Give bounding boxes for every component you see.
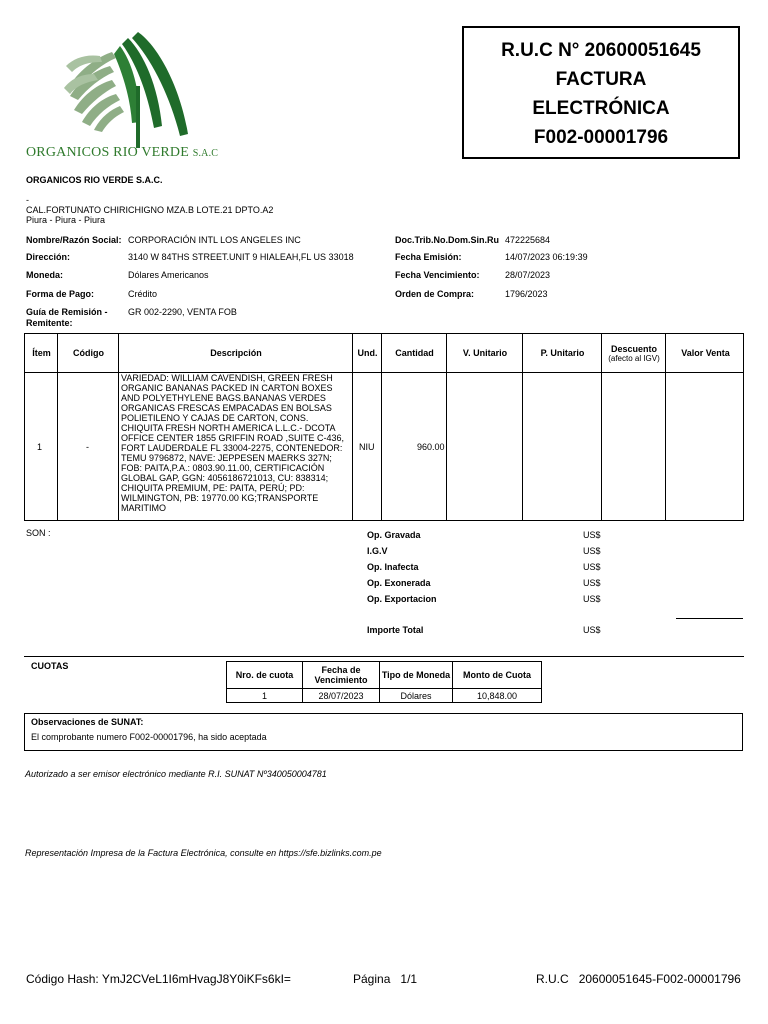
guide-label-2: Remitente: [26, 318, 73, 328]
row-item: 1 [37, 442, 43, 452]
issue-date: 14/07/2023 06:19:39 [505, 252, 588, 262]
total-label-exportacion: Op. Exportacion [367, 594, 437, 604]
client-address: 3140 W 84THS STREET.UNIT 9 HIALEAH,FL US 33018 [128, 252, 354, 262]
client-name-label: Nombre/Razón Social: [26, 235, 122, 245]
client-name: CORPORACIÓN INTL LOS ANGELES INC [128, 235, 301, 245]
col-header-discount: Descuento (afecto al IGV) [608, 343, 660, 363]
footer-page [353, 972, 417, 986]
items-table [24, 333, 744, 521]
col-header-description: Descripción [210, 348, 262, 358]
row-unit: NIU [359, 442, 375, 452]
col-header-quantity: Cantidad [395, 348, 434, 358]
authorization-note: Autorizado a ser emisor electrónico mediante R.I. SUNAT Nº340050004781 [25, 769, 327, 779]
cuota-amount: 10,848.00 [453, 689, 542, 703]
cuota-due: 28/07/2023 [303, 689, 380, 703]
order-label: Orden de Compra: [395, 289, 475, 299]
doc-type-line2: ELECTRÓNICA [532, 98, 670, 119]
total-label-inafecta: Op. Inafecta [367, 562, 419, 572]
row-description: VARIEDAD: WILLIAM CAVENDISH, GREEN FRESH ORGANIC BANANAS PACKED IN CARTON BOXES AND POLYETHYLENE BAGS.BANANAS VERDES ORGANICAS FRESCAS EMPACADAS EN BOLSAS POLIETILENO Y CAJAS DE CARTON, CONS. CHIQUITA FRESH NORTH AMERICA L.L.C.- DCOTA OFFICE CENTER 1855 GRIFFIN ROAD ,SUITE C-436, FORT LAUDERDALE FL 33004-2275, CONTENEDOR: TEMU 9796872, NAVE: JEPPESEN MAERKS 327N; FOB: PAITA,P.A.: 0803.90.11.00, CERTIFICACIÓN GLOBAL GAP, GGN: 4056186721013, CU: 838314; CHIQUITA PREMIUM, PE: PAITA, PERÚ; PD: WILMINGTON, PB: 19770.00 KG;TRANSPORTE MARITIMO [121, 373, 345, 513]
doc-trib-value: 472225684 [505, 235, 551, 245]
observations-title: Observaciones de SUNAT: [31, 717, 144, 727]
footer-hash [26, 972, 291, 986]
footer-ruc [536, 972, 741, 986]
cuotas-header-amount: Monto de Cuota [453, 662, 542, 689]
client-address-label: Dirección: [26, 252, 71, 262]
total-currency-inafecta: US$ [583, 562, 601, 572]
company-name: ORGANICOS RIO VERDE S.A.C. [26, 175, 163, 185]
cuotas-header-due: Fecha de Vencimiento [303, 662, 380, 689]
currency-value: Dólares Americanos [128, 270, 209, 280]
doc-trib-label: Doc.Trib.No.Dom.Sin.Ru [395, 235, 500, 245]
due-date: 28/07/2023 [505, 270, 551, 280]
son-label: SON : [26, 528, 51, 538]
row-quantity: 960.00 [417, 442, 445, 452]
issue-date-label: Fecha Emisión: [395, 252, 462, 262]
col-header-item: Ítem [32, 348, 51, 358]
table-row [227, 689, 542, 703]
footer-ruc-label: R.U.C [536, 972, 569, 986]
col-header-sale-value: Valor Venta [681, 348, 730, 358]
invoice-number: F002-00001796 [533, 127, 669, 148]
due-date-label: Fecha Vencimiento: [395, 270, 480, 280]
ruc-box [462, 26, 740, 159]
payment-label: Forma de Pago: [26, 289, 95, 299]
company-dash: - [26, 195, 29, 205]
col-header-code: Código [73, 348, 104, 358]
hash-value: YmJ2CVeL1I6mHvagJ8Y0iKFs6kI= [101, 972, 291, 986]
footer-ruc-value: 20600051645-F002-00001796 [578, 972, 741, 986]
company-region: Piura - Piura - Piura [26, 215, 106, 225]
guide-value: GR 002-2290, VENTA FOB [128, 307, 237, 317]
total-currency-gravada: US$ [583, 530, 601, 540]
page-label: Página [353, 972, 391, 986]
payment-value: Crédito [128, 289, 158, 299]
total-currency-exonerada: US$ [583, 578, 601, 588]
total-label-gravada: Op. Gravada [367, 530, 421, 540]
guide-label-1: Guía de Remisión - [26, 307, 108, 317]
total-separator [676, 618, 743, 619]
doc-type-line1: FACTURA [555, 69, 647, 90]
representation-note: Representación Impresa de la Factura Electrónica, consulte en https://sfe.bizlinks.com.pe [25, 848, 382, 858]
hash-label: Código Hash: [26, 972, 99, 986]
total-label-importe: Importe Total [367, 625, 424, 635]
page-value: 1/1 [400, 972, 418, 986]
total-label-igv: I.G.V [367, 546, 388, 556]
col-header-unit: Und. [357, 348, 378, 358]
cuotas-header-number: Nro. de cuota [227, 662, 303, 689]
order-value: 1796/2023 [505, 289, 548, 299]
cuotas-header-currency: Tipo de Moneda [380, 662, 453, 689]
cuotas-table [226, 661, 542, 703]
company-logo-text: ORGANICOS RIO VERDE S.A.C [26, 145, 219, 160]
observations-box [24, 713, 743, 751]
row-code: - [86, 442, 89, 452]
cuota-number: 1 [227, 689, 303, 703]
currency-label: Moneda: [26, 270, 63, 280]
discount-note: (afecto al IGV) [608, 353, 660, 363]
col-header-unit-value: V. Unitario [462, 348, 508, 358]
total-currency-exportacion: US$ [583, 594, 601, 604]
col-header-unit-price: P. Unitario [540, 348, 585, 358]
company-address: CAL.FORTUNATO CHIRICHIGNO MZA.B LOTE.21 DPTO.A2 [26, 205, 274, 215]
total-label-exonerada: Op. Exonerada [367, 578, 431, 588]
observations-text: El comprobante numero F002-00001796, ha sido aceptada [31, 732, 267, 742]
total-currency-importe: US$ [583, 625, 601, 635]
cuota-currency: Dólares [380, 689, 453, 703]
ruc-number: R.U.C N° 20600051645 [501, 40, 701, 61]
total-currency-igv: US$ [583, 546, 601, 556]
cuotas-title: CUOTAS [31, 661, 69, 671]
cuotas-divider [24, 656, 744, 657]
